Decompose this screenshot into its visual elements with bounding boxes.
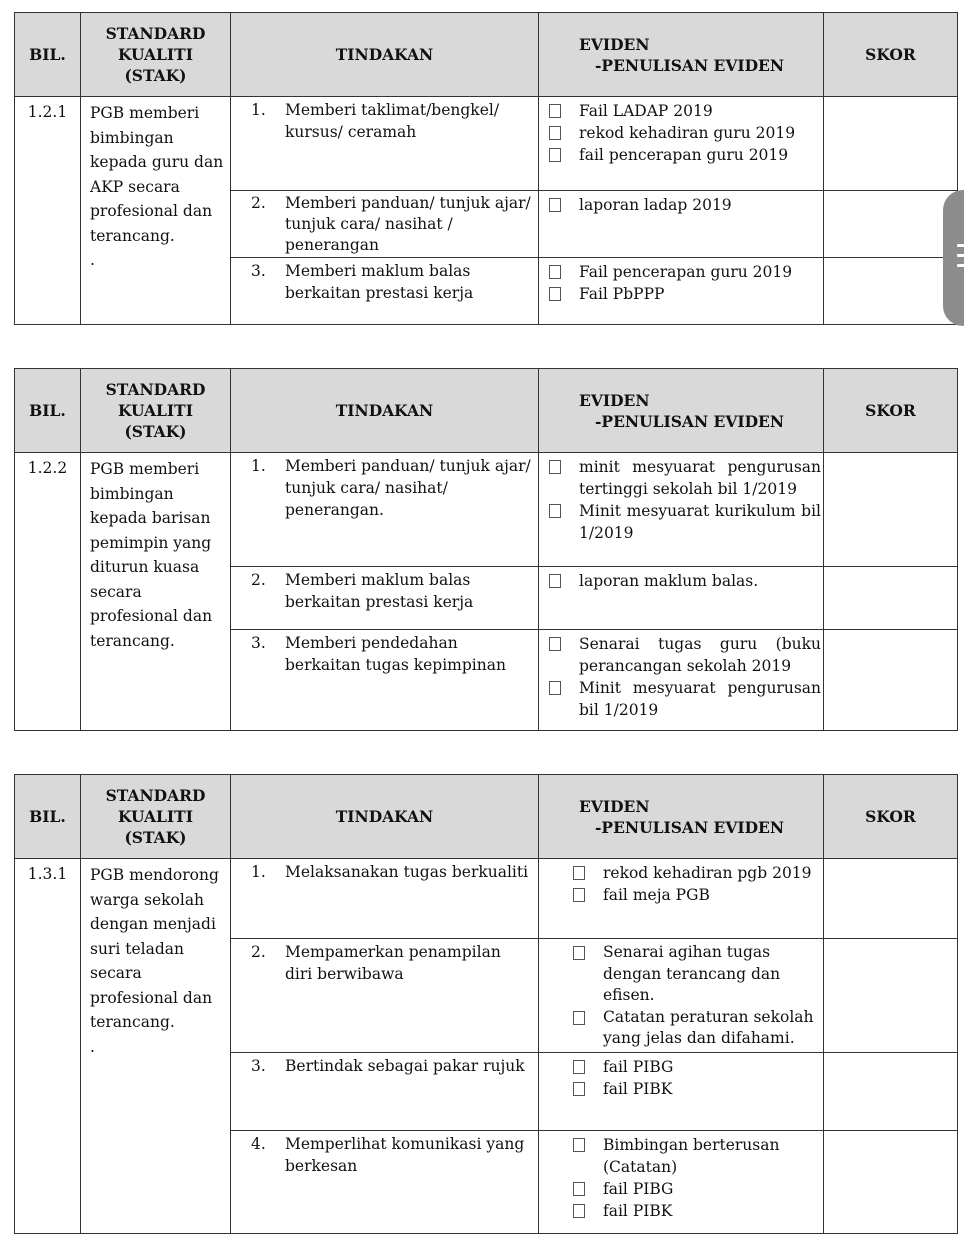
evidence-item: Bimbingan berterusan (Catatan) [571,1134,823,1178]
handle-grip-icon [957,264,964,267]
checkbox-icon [573,1082,585,1096]
evidence-item: Minit mesyuarat pengurusan bil 1/2019 [547,677,823,721]
checkbox-icon [549,126,561,140]
action-cell: 3. Bertindak sebagai pakar rujuk [231,1053,539,1131]
score-cell[interactable] [824,191,958,258]
action-cell: 2. Memberi maklum balas berkaitan prestasi kerja [231,567,539,630]
evidence-cell [539,859,824,939]
checkbox-icon [549,198,561,212]
checkbox-icon [549,574,561,588]
checkbox-icon [573,866,585,880]
checkbox-icon [573,1204,585,1218]
score-cell[interactable] [824,258,958,325]
evidence-cell [539,939,824,1053]
score-cell[interactable] [824,859,958,939]
score-cell[interactable] [824,1053,958,1131]
header-row [15,369,958,453]
evidence-item: fail PIBG [571,1178,823,1200]
header-skor: SKOR [824,369,958,453]
header-skor: SKOR [824,775,958,859]
evidence-item: minit mesyuarat pengurusan tertinggi sekolah bil 1/2019 [547,456,823,500]
bil-number: 1.2.1 [15,97,81,325]
evidence-cell [539,1131,824,1234]
evidence-item: fail PIBG [571,1056,823,1078]
evidence-item: fail pencerapan guru 2019 [547,144,823,166]
evidence-item: Minit mesyuarat kurikulum bil 1/2019 [547,500,823,544]
checkbox-icon [549,265,561,279]
evidence-item: fail PIBK [571,1078,823,1100]
header-tindakan: TINDAKAN [231,13,539,97]
checkbox-icon [549,460,561,474]
checkbox-icon [573,1060,585,1074]
table-row [15,453,958,567]
criteria-table-3 [14,774,958,1234]
header-bil: BIL. [15,369,81,453]
header-standard: STANDARD KUALITI (STAK) [81,13,231,97]
checkbox-icon [573,1011,585,1025]
standard-text: PGB memberi bimbingan kepada guru dan AKP secara profesional dan terancang. . [81,97,231,325]
checkbox-icon [549,148,561,162]
checkbox-icon [573,1182,585,1196]
score-cell[interactable] [824,453,958,567]
action-cell: 3. Memberi pendedahan berkaitan tugas kepimpinan [231,630,539,731]
checkbox-icon [573,946,585,960]
action-cell: 3. Memberi maklum balas berkaitan prestasi kerja [231,258,539,325]
evidence-item: Senarai tugas guru (buku perancangan sekolah 2019 [547,633,823,677]
evidence-item: fail PIBK [571,1200,823,1222]
evidence-cell [539,567,824,630]
checkbox-icon [549,637,561,651]
evidence-item: laporan maklum balas. [547,570,823,592]
header-bil: BIL. [15,13,81,97]
checkbox-icon [573,1138,585,1152]
header-eviden: EVIDEN -PENULISAN EVIDEN [539,13,824,97]
evidence-item: fail meja PGB [571,884,823,906]
evidence-item: laporan ladap 2019 [547,194,823,216]
action-cell: 1. Memberi panduan/ tunjuk ajar/ tunjuk cara/ nasihat/ penerangan. [231,453,539,567]
score-cell[interactable] [824,97,958,191]
header-tindakan: TINDAKAN [231,775,539,859]
handle-grip-icon [957,244,964,247]
header-row [15,775,958,859]
action-cell: 1. Melaksanakan tugas berkualiti [231,859,539,939]
score-cell[interactable] [824,567,958,630]
evidence-cell [539,191,824,258]
side-handle[interactable] [943,190,964,326]
table-row [15,97,958,191]
evidence-cell [539,97,824,191]
bil-number: 1.3.1 [15,859,81,1234]
evidence-item: Fail LADAP 2019 [547,100,823,122]
evidence-cell [539,453,824,567]
evidence-item: rekod kehadiran guru 2019 [547,122,823,144]
standard-text: PGB memberi bimbingan kepada barisan pemimpin yang diturun kuasa secara profesional dan terancang. [81,453,231,731]
header-standard: STANDARD KUALITI (STAK) [81,775,231,859]
handle-grip-icon [957,254,964,257]
checkbox-icon [549,287,561,301]
checkbox-icon [549,681,561,695]
header-eviden: EVIDEN -PENULISAN EVIDEN [539,369,824,453]
bil-number: 1.2.2 [15,453,81,731]
score-cell[interactable] [824,630,958,731]
evidence-cell [539,630,824,731]
evidence-item: Fail PbPPP [547,283,823,305]
evidence-item: Senarai agihan tugas dengan terancang dan efisen. [571,942,823,1007]
action-cell: 4. Memperlihat komunikasi yang berkesan [231,1131,539,1234]
evidence-cell [539,258,824,325]
action-cell: 2. Memberi panduan/ tunjuk ajar/ tunjuk cara/ nasihat / penerangan [231,191,539,258]
header-standard: STANDARD KUALITI (STAK) [81,369,231,453]
table-row [15,859,958,939]
evidence-cell [539,1053,824,1131]
checkbox-icon [573,888,585,902]
header-eviden: EVIDEN -PENULISAN EVIDEN [539,775,824,859]
header-row [15,13,958,97]
header-skor: SKOR [824,13,958,97]
header-bil: BIL. [15,775,81,859]
checkbox-icon [549,504,561,518]
evidence-item: rekod kehadiran pgb 2019 [571,862,823,884]
score-cell[interactable] [824,1131,958,1234]
checkbox-icon [549,104,561,118]
header-tindakan: TINDAKAN [231,369,539,453]
action-cell: 2. Mempamerkan penampilan diri berwibawa [231,939,539,1053]
evidence-item: Fail pencerapan guru 2019 [547,261,823,283]
standard-text: PGB mendorong warga sekolah dengan menjadi suri teladan secara profesional dan terancang. . [81,859,231,1234]
score-cell[interactable] [824,939,958,1053]
action-cell: 1. Memberi taklimat/bengkel/ kursus/ ceramah [231,97,539,191]
criteria-table-1 [14,12,958,325]
criteria-table-2 [14,368,958,731]
evidence-item: Catatan peraturan sekolah yang jelas dan difahami. [571,1007,823,1050]
